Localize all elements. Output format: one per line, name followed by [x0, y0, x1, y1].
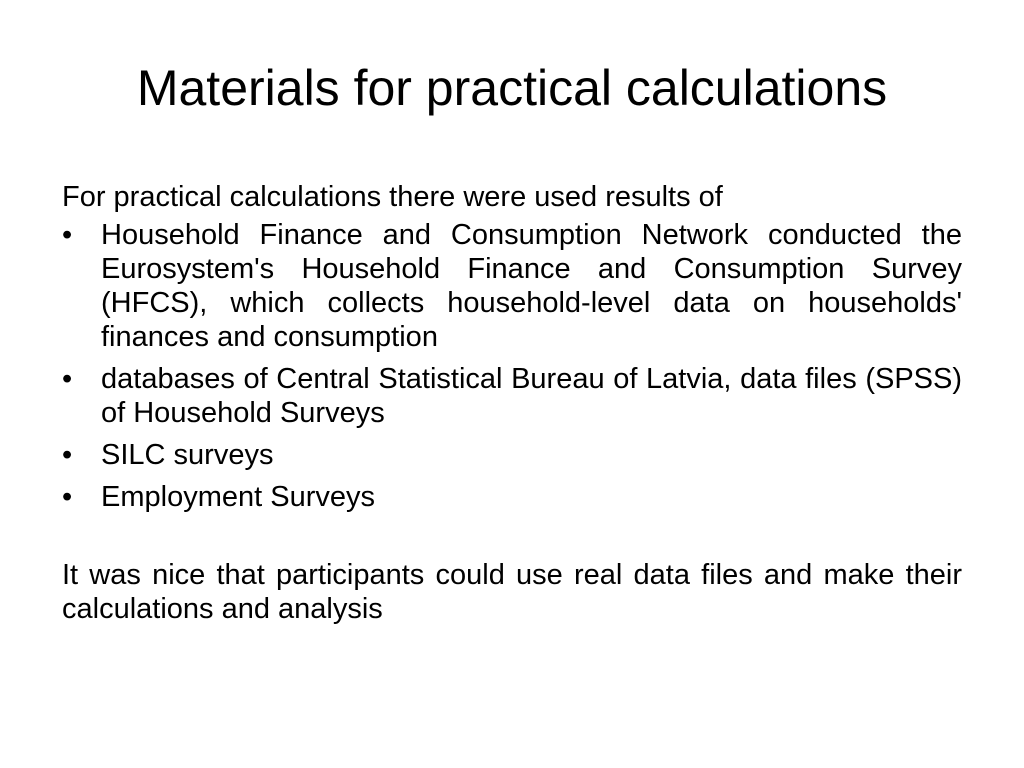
closing-text: It was nice that participants could use real data files and make their calculations and analysis	[62, 559, 962, 625]
bullet-list	[62, 218, 962, 514]
bullet-icon: •	[62, 481, 73, 513]
bullet-text: databases of Central Statistical Bureau of Latvia, data files (SPSS) of Household Surveys	[101, 363, 962, 429]
bullet-icon: •	[62, 363, 73, 395]
bullet-item-employment	[62, 480, 962, 514]
slide-title: Materials for practical calculations	[136, 60, 888, 116]
slide-body	[62, 180, 962, 626]
intro-text: For practical calculations there were used results of	[62, 181, 723, 213]
bullet-text: Employment Surveys	[101, 481, 375, 513]
bullet-text: Household Finance and Consumption Network conducted the Eurosystem's Household Finance and Consumption Survey (HFCS), which collects household-level data on households' finances and consumption	[101, 219, 962, 353]
bullet-icon: •	[62, 219, 73, 251]
bullet-item-silc	[62, 438, 962, 472]
bullet-item-hfcs	[62, 218, 962, 354]
bullet-item-csb-databases	[62, 362, 962, 430]
bullet-text: SILC surveys	[101, 439, 274, 471]
bullet-icon: •	[62, 439, 73, 471]
